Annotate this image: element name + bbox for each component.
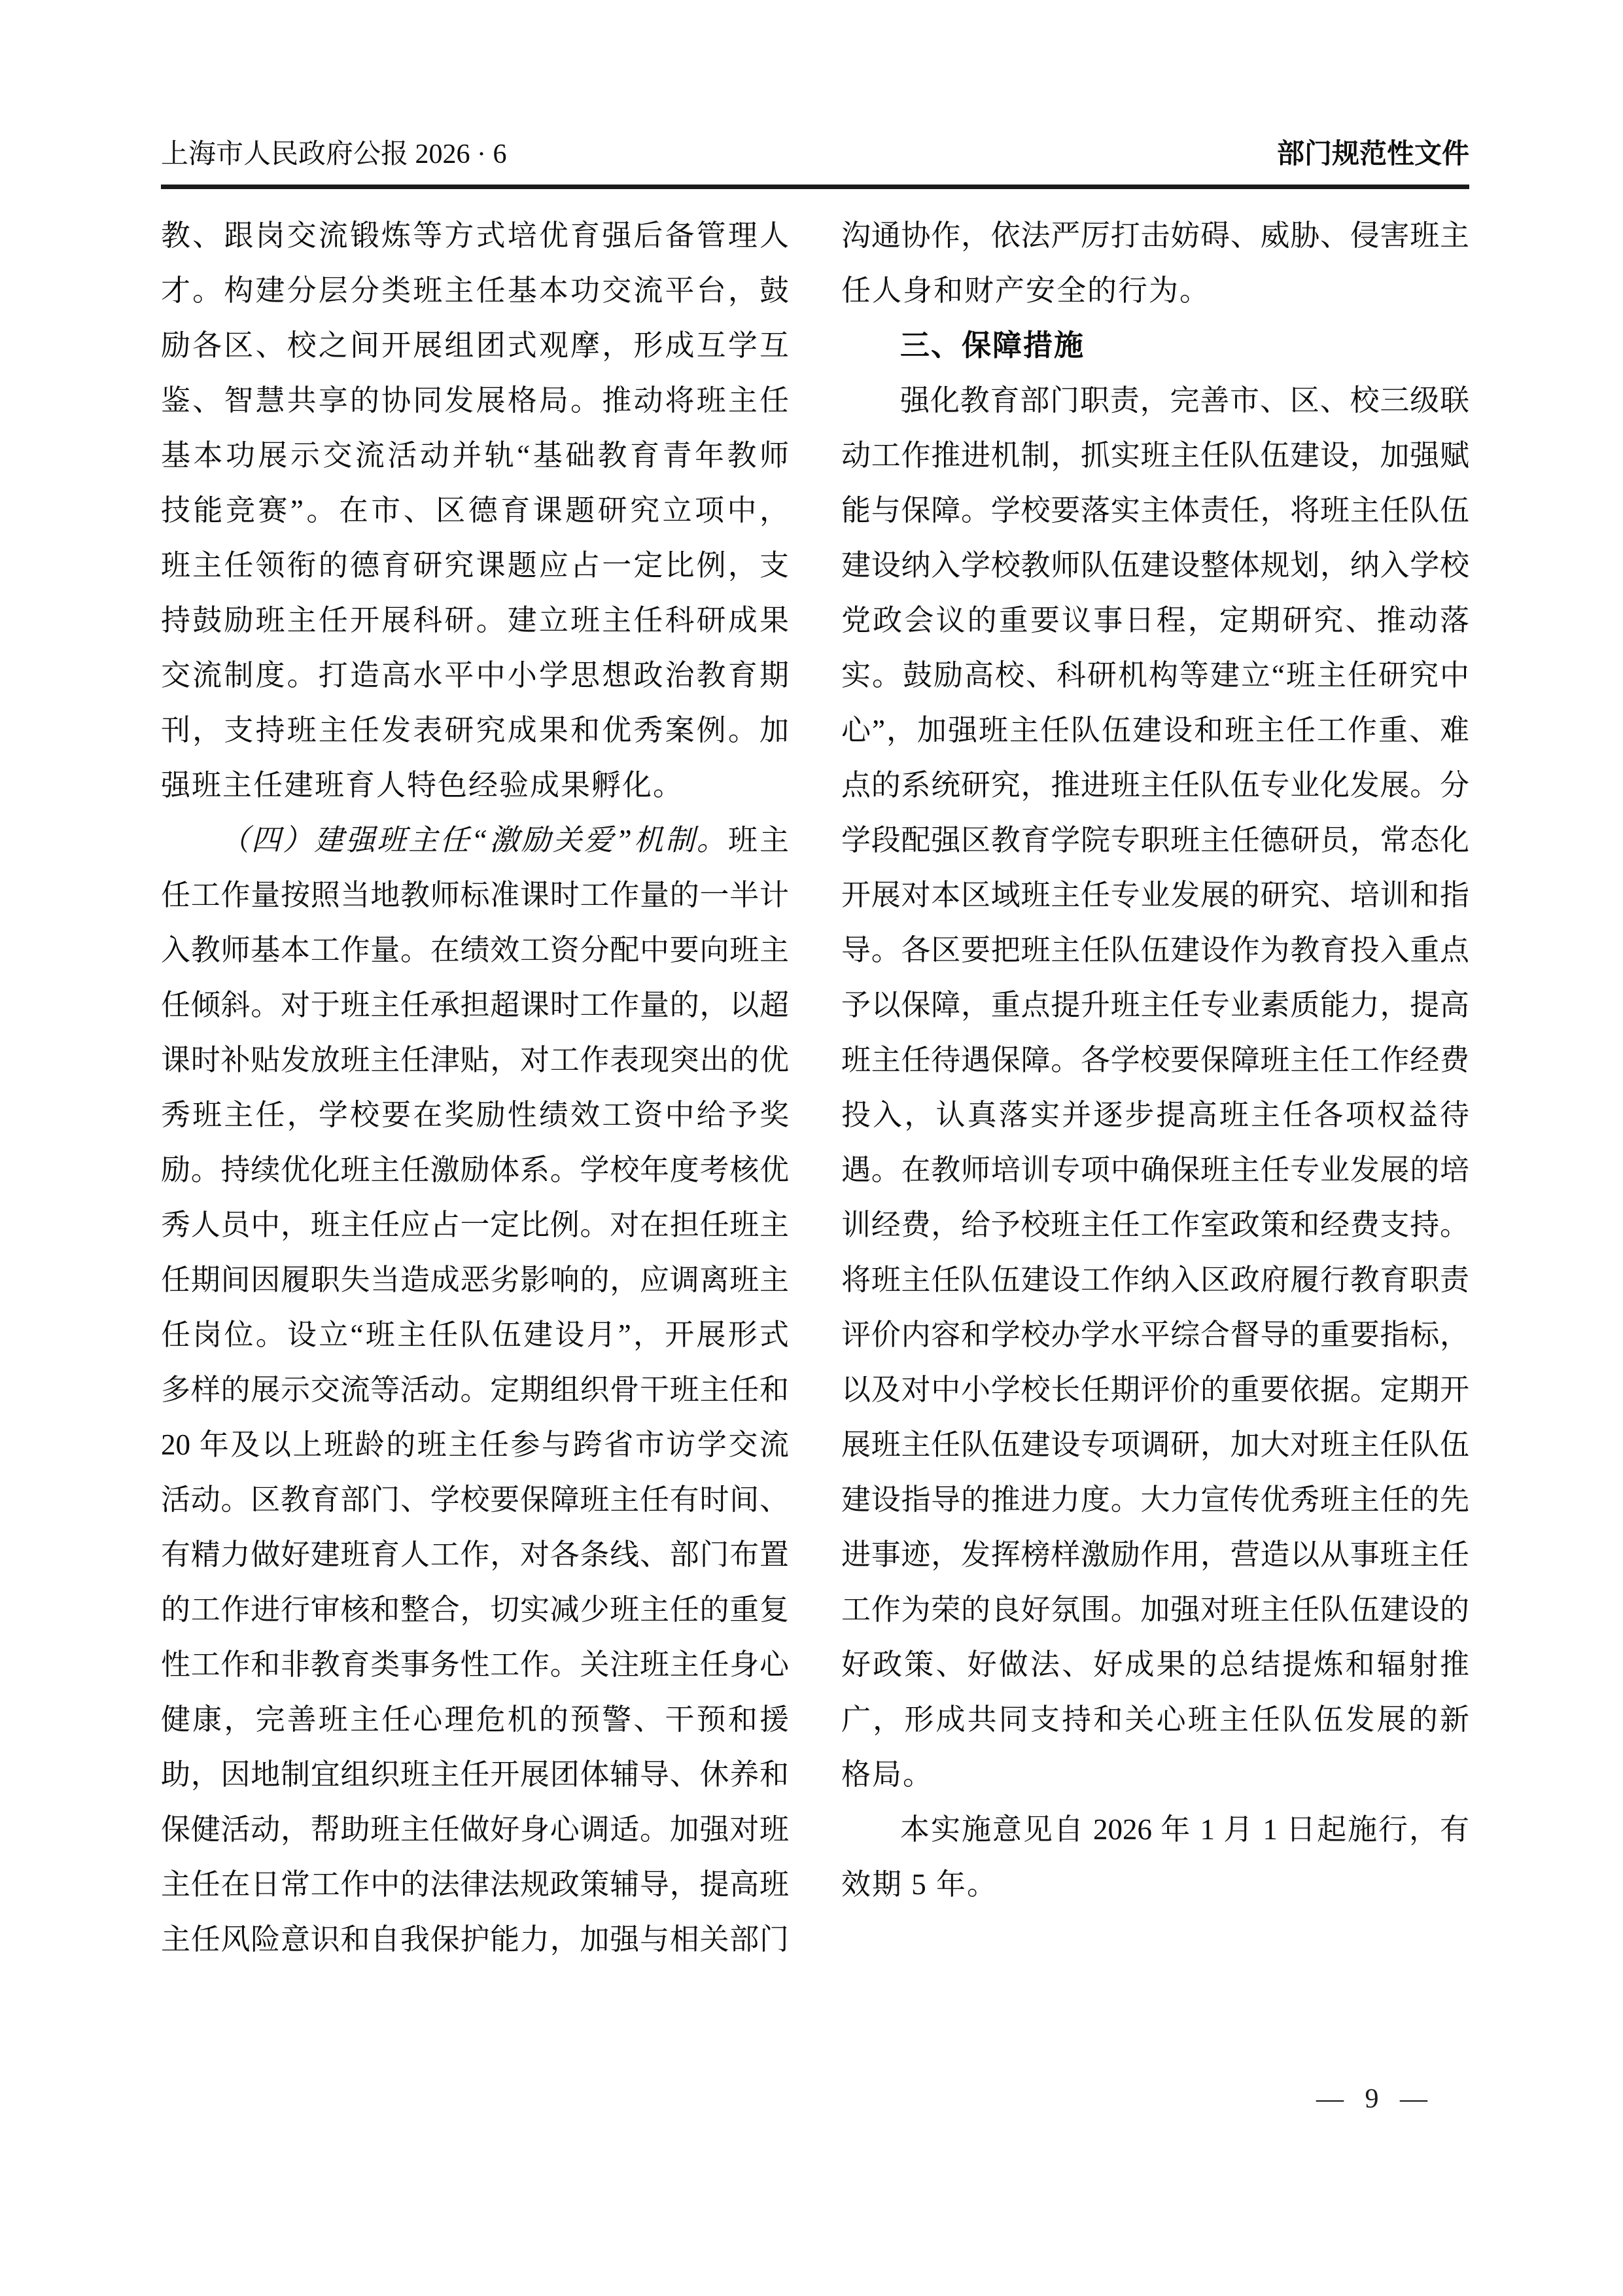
page-number: — 9 — (1316, 2084, 1427, 2114)
text-line: 予以保障，重点提升班主任专业素质能力，提高 (841, 989, 1469, 1021)
text-line: 性工作和非教育类事务性工作。关注班主任身心 (161, 1648, 789, 1681)
text-line: 动工作推进机制，抓实班主任队伍建设，加强赋 (841, 439, 1469, 472)
text-line: 助，因地制宜组织班主任开展团体辅导、休养和 (161, 1758, 789, 1791)
page-header (161, 136, 1469, 173)
text-line: 投入，认真落实并逐步提高班主任各项权益待 (841, 1099, 1469, 1131)
text-line: 入教师基本工作量。在绩效工资分配中要向班主 (161, 934, 789, 966)
text-line: 开展对本区域班主任专业发展的研究、培训和指 (841, 879, 1469, 911)
text-line: 任期间因履职失当造成恶劣影响的，应调离班主 (161, 1263, 789, 1296)
text-line: 秀班主任，学校要在奖励性绩效工资中给予奖 (161, 1099, 789, 1131)
text-line: 格局。 (841, 1758, 934, 1791)
text-line: 主任在日常工作中的法律法规政策辅导，提高班 (161, 1868, 789, 1901)
section-label: 部门规范性文件 (1276, 139, 1469, 169)
text-line: 20 年及以上班龄的班主任参与跨省市访学交流 (161, 1428, 789, 1461)
text-line: 导。各区要把班主任队伍建设作为教育投入重点 (841, 934, 1469, 966)
text-line: 励各区、校之间开展组团式观摩，形成互学互 (161, 329, 789, 362)
text-line: 能与保障。学校要落实主体责任，将班主任队伍 (841, 494, 1469, 527)
text-line: 任倾斜。对于班主任承担超课时工作量的，以超 (161, 989, 789, 1021)
text-line: 党政会议的重要议事日程，定期研究、推动落 (841, 604, 1469, 637)
text-line: 进事迹，发挥榜样激励作用，营造以从事班主任 (841, 1538, 1469, 1571)
text-line: 效期 5 年。 (841, 1868, 998, 1901)
text-line: 本实施意见自 2026 年 1 月 1 日起施行，有 (900, 1813, 1469, 1846)
text-segment: 班主 (727, 824, 789, 857)
text-line: 建设纳入学校教师队伍建设整体规划，纳入学校 (841, 549, 1469, 582)
text-line: 保健活动，帮助班主任做好身心调适。加强对班 (161, 1813, 789, 1846)
text-line: 刊，支持班主任发表研究成果和优秀案例。加 (161, 714, 789, 747)
text-line: 将班主任队伍建设工作纳入区政府履行教育职责 (841, 1263, 1469, 1296)
header-rule (161, 185, 1469, 189)
text-line: 教、跟岗交流锻炼等方式培优育强后备管理人 (161, 219, 789, 252)
text-line: 主任风险意识和自我保护能力，加强与相关部门 (161, 1923, 789, 1956)
paragraph-lead-kai: （四）建强班主任“激励关爱”机制。 (220, 824, 728, 857)
text-line: 展班主任队伍建设专项调研，加大对班主任队伍 (841, 1428, 1469, 1461)
text-line: 沟通协作，依法严厉打击妨碍、威胁、侵害班主 (841, 219, 1469, 252)
text-line: 活动。区教育部门、学校要保障班主任有时间、 (161, 1483, 789, 1516)
text-line: 课时补贴发放班主任津贴，对工作表现突出的优 (161, 1044, 789, 1076)
text-line: 多样的展示交流等活动。定期组织骨干班主任和 (161, 1373, 789, 1406)
text-line: 秀人员中，班主任应占一定比例。对在担任班主 (161, 1209, 789, 1241)
text-line: 好政策、好做法、好成果的总结提炼和辐射推 (841, 1648, 1469, 1681)
text-column-right (841, 208, 1469, 1912)
text-line: 任工作量按照当地教师标准课时工作量的一半计 (161, 879, 789, 911)
text-line: 基本功展示交流活动并轨“基础教育青年教师 (161, 439, 789, 472)
text-line (161, 813, 789, 868)
text-line: 以及对中小学校长任期评价的重要依据。定期开 (841, 1373, 1469, 1406)
text-line: 健康，完善班主任心理危机的预警、干预和援 (161, 1703, 789, 1736)
text-line: 班主任领衔的德育研究课题应占一定比例，支 (161, 549, 789, 582)
text-line: 心”，加强班主任队伍建设和班主任工作重、难 (841, 714, 1469, 747)
text-line: 强化教育部门职责，完善市、区、校三级联 (900, 384, 1469, 417)
text-column-left (161, 208, 789, 1967)
text-line: 评价内容和学校办学水平综合督导的重要指标， (841, 1318, 1469, 1351)
text-line: 鉴、智慧共享的协同发展格局。推动将班主任 (161, 384, 789, 417)
gazette-title: 上海市人民政府公报 2026 · 6 (161, 139, 507, 169)
text-line: 广，形成共同支持和关心班主任队伍发展的新 (841, 1703, 1469, 1736)
text-line: 训经费，给予校班主任工作室政策和经费支持。 (841, 1209, 1469, 1241)
text-line: 的工作进行审核和整合，切实减少班主任的重复 (161, 1593, 789, 1626)
text-line: 工作为荣的良好氛围。加强对班主任队伍建设的 (841, 1593, 1469, 1626)
text-line: 持鼓励班主任开展科研。建立班主任科研成果 (161, 604, 789, 637)
text-line: 技能竞赛”。在市、区德育课题研究立项中， (161, 494, 789, 527)
text-line: 励。持续优化班主任激励体系。学校年度考核优 (161, 1154, 789, 1186)
text-line: 实。鼓励高校、科研机构等建立“班主任研究中 (841, 659, 1469, 692)
text-line: 学段配强区教育学院专职班主任德研员，常态化 (841, 824, 1469, 857)
text-line: 班主任待遇保障。各学校要保障班主任工作经费 (841, 1044, 1469, 1076)
text-line: 强班主任建班育人特色经验成果孵化。 (161, 769, 684, 802)
text-line: 点的系统研究，推进班主任队伍专业化发展。分 (841, 769, 1469, 802)
text-line: 有精力做好建班育人工作，对各条线、部门布置 (161, 1538, 789, 1571)
text-line: 建设指导的推进力度。大力宣传优秀班主任的先 (841, 1483, 1469, 1516)
text-line: 才。构建分层分类班主任基本功交流平台，鼓 (161, 274, 789, 307)
text-line: 遇。在教师培训专项中确保班主任专业发展的培 (841, 1154, 1469, 1186)
text-line: 交流制度。打造高水平中小学思想政治教育期 (161, 659, 789, 692)
section-heading: 三、保障措施 (900, 328, 1085, 362)
text-line: 任岗位。设立“班主任队伍建设月”，开展形式 (161, 1318, 789, 1351)
text-line: 任人身和财产安全的行为。 (841, 274, 1211, 307)
